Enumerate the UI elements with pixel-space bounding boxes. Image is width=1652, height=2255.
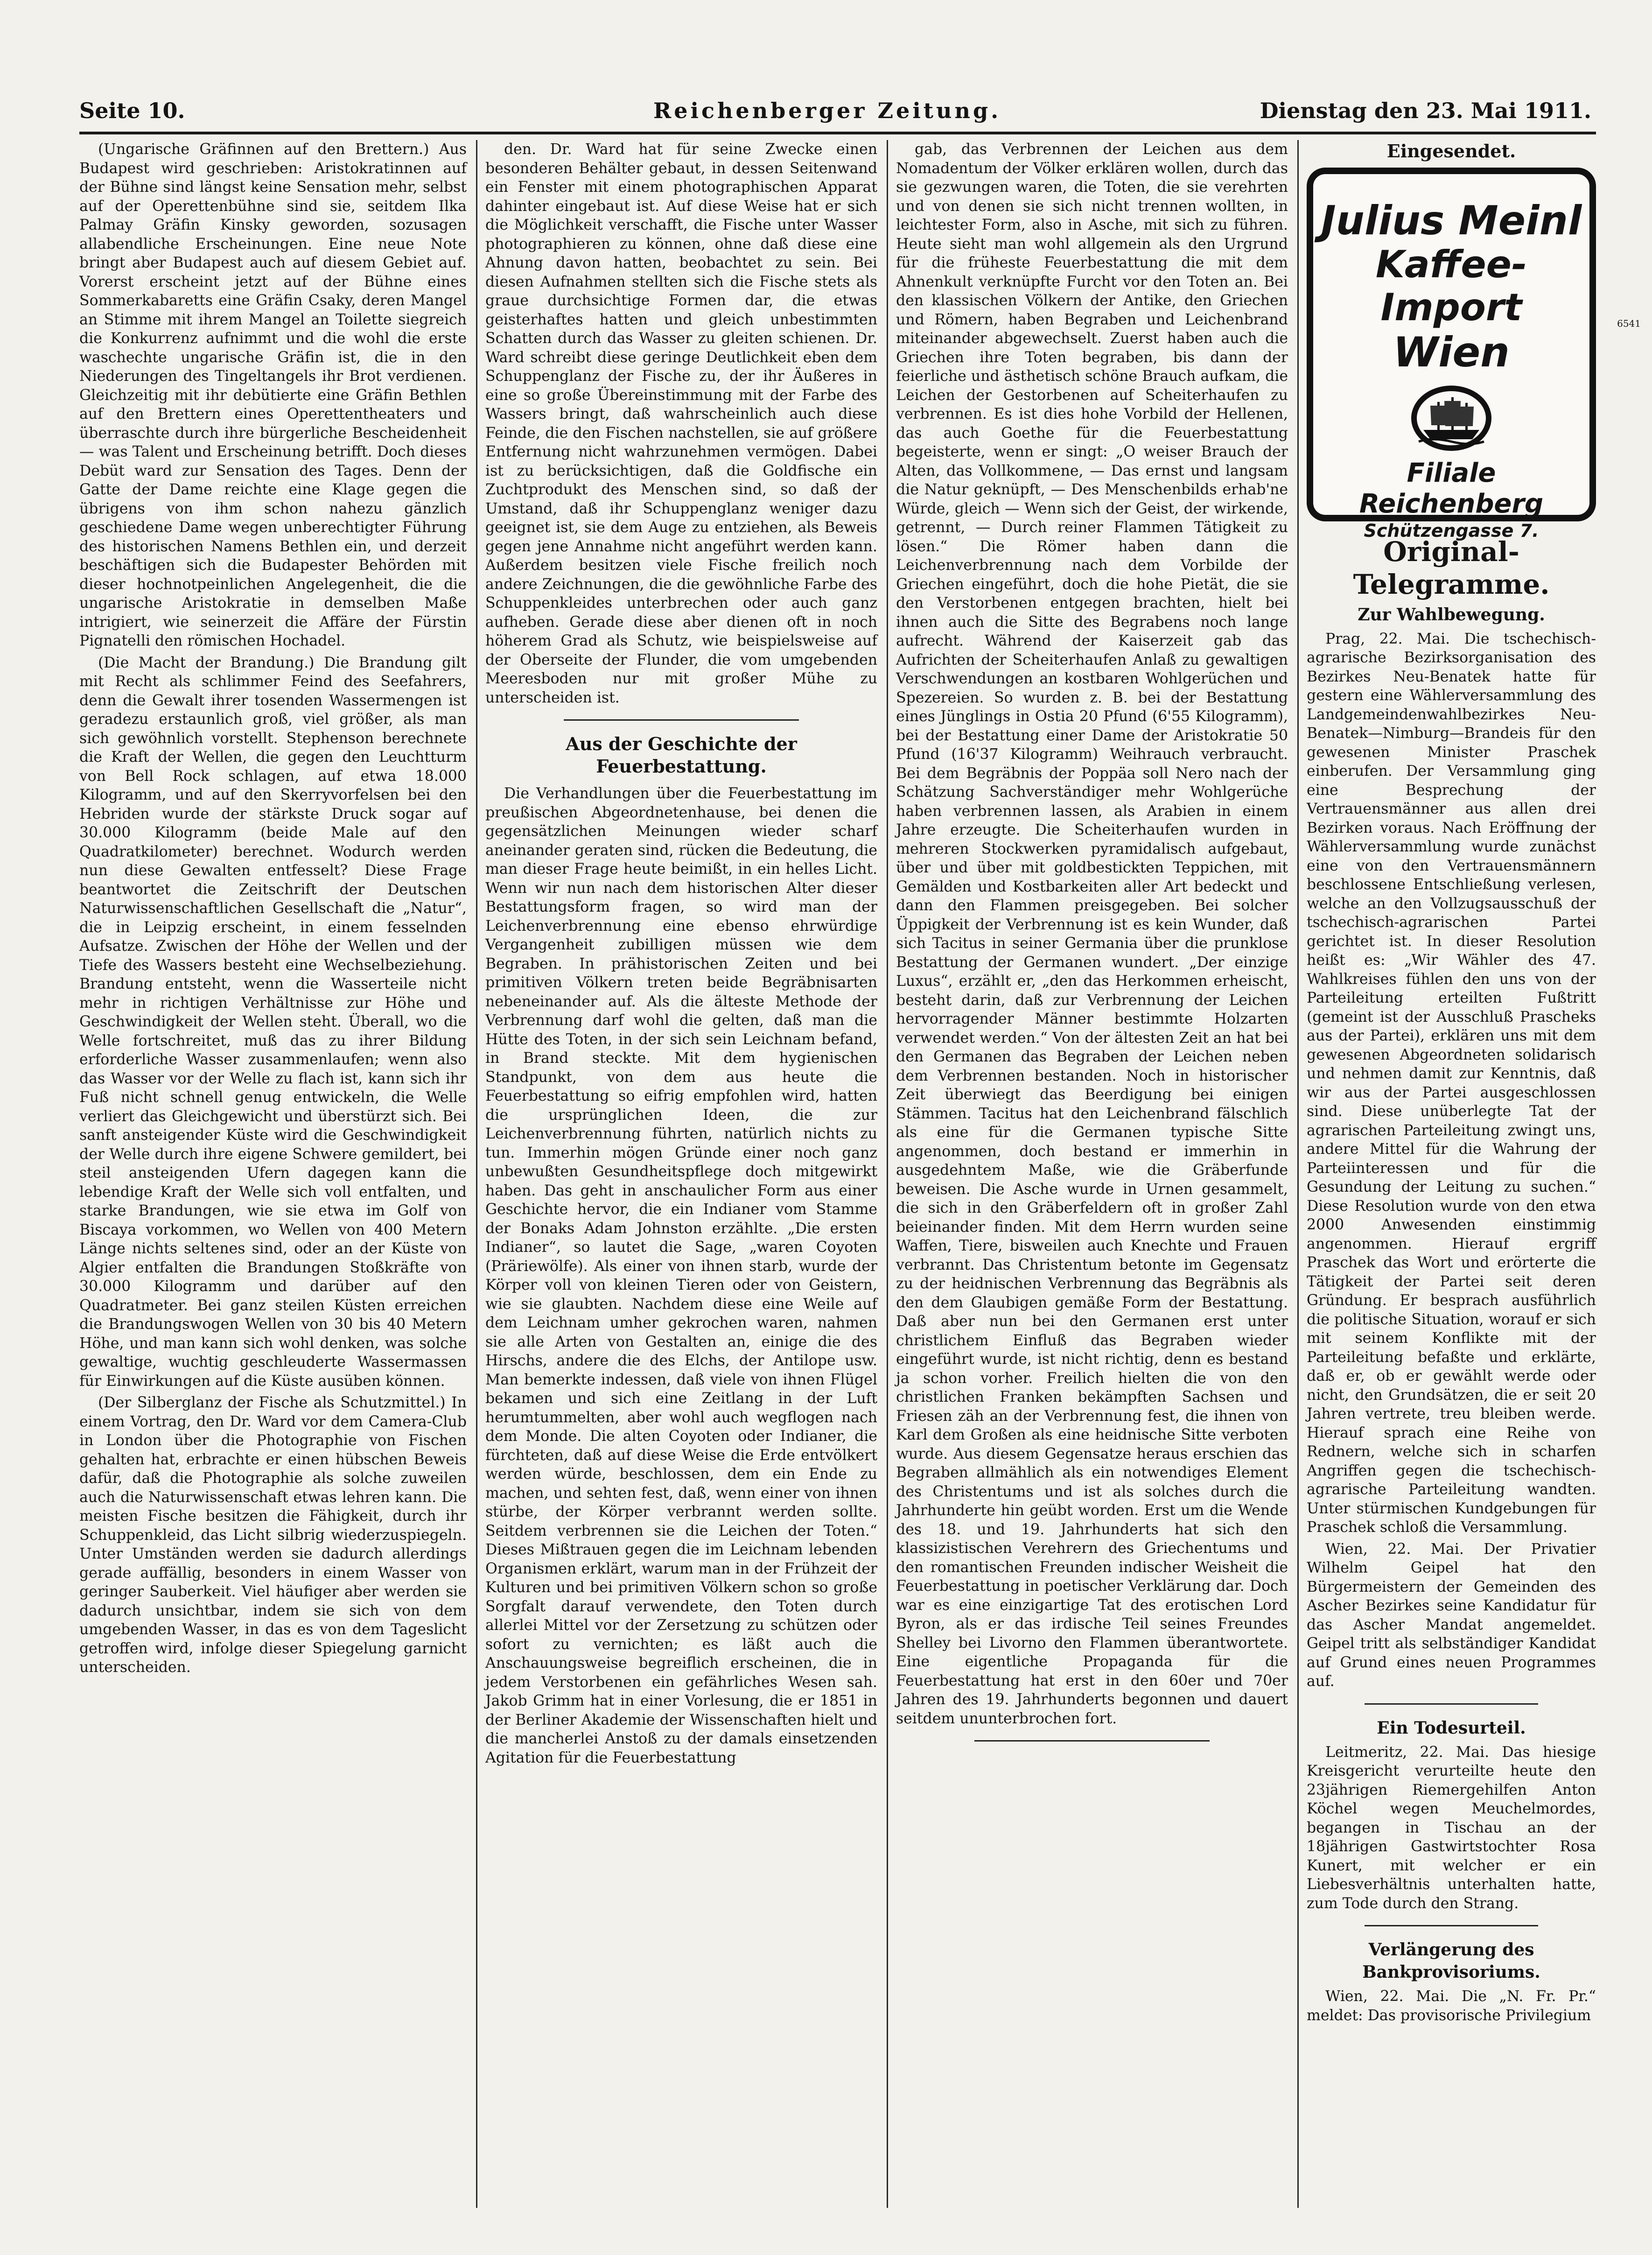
article-macht-der-brandung: (Die Macht der Brandung.) Die Brandung gilt mit Recht als schlimmer Feind des Seefahrers, denn die Gewalt ihrer tosenden Wassermengen ist geradezu erstaunlich groß, viel größer, als man sich gewöhnlich vorstellt. Stephenson berechnete die Kraft der Wellen, die gegen den Leuchtturm von Bell Rock schlagen, auf etwa 18.000 Kilogramm, und auf den Skerryvorfelsen bei den Hebriden wurde der stärkste Druck sogar auf 30.000 Kilogramm (beide Male auf den Quadratkilometer) berechnet. Wodurch werden nun diese Gewalten entfesselt? Diese Frage beantwortet die Zeitschrift der Deutschen Naturwissenschaftlichen Gesellschaft die „Natur“, die in Leipzig erscheint, in einem fesselnden Aufsatze. Zwischen der Höhe der Wellen und der Tiefe des Wassers besteht eine Wechselbeziehung. Brandung entsteht, wenn die Wasserteile nicht mehr in richtigen Verhältnisse zur Höhe und Geschwindigkeit der Wellen steht. Überall, wo die Welle fortschreitet, muß das zu ihrer Bildung erforderliche Wasser zusammenlaufen; wenn also das Wasser vor der Welle zu flach ist, kann sich ihr Fuß nicht schnell genug entwickeln, die Welle verliert das Gleichgewicht und überstürzt sich. Bei sanft ansteigender Küste wird die Geschwindigkeit der Welle durch ihre eigene Schwere gemildert, bei steil ansteigenden Ufern dagegen kann die lebendige Kraft der Welle sich voll entfalten, und starke Brandungen, wie sie etwa im Golf von Biscaya vorkommen, wo Wellen von 400 Metern Länge nichts seltenes sind, oder an der Küste von Algier entfalten die Brandungen Stoßkräfte von 30.000 Kilogramm und darüber auf den Quadratmeter. Bei ganz steilen Küsten erreichen die Brandungswogen Wellen von 30 bis 40 Metern Höhe, und man kann sich wohl denken, was solche gewaltige, wuchtig geschleuderte Wassermassen für Einwirkungen auf die Küste ausüben können. (79, 654, 467, 1390)
ad-tagline: Kaffee-Import (1375, 242, 1527, 329)
page-number: Seite 10. (79, 98, 185, 123)
meinl-advertisement (1307, 168, 1641, 541)
issue-date: Dienstag den 23. Mai 1911. (1260, 98, 1591, 123)
column-divider (476, 140, 477, 2208)
header-rule (79, 132, 1596, 134)
article-silberglanz-continued: den. Dr. Ward hat für seine Zwecke einen besonderen Behälter gebaut, in dessen Seitenwand ein Fenster mit einem photographischen Apparat dahinter eingebaut ist. Auf diese Weise hat er sich die Möglichkeit verschafft, die Fische unter Wasser photographieren zu können, ohne daß diese eine Ahnung davon hatten, beobachtet zu sein. Bei diesen Aufnahmen stellten sich die Fische stets als graue durchsichtige Formen dar, die etwas geisterhaftes hatten und gleich unbestimmten Schatten durch das Wasser zu gleiten schienen. Dr. Ward schreibt diese geringe Deutlichkeit eben dem Schuppenglanz der Fische zu, der ihr Äußeres in eine so große Übereinstimmung mit der Farbe des Wassers bringt, daß wahrscheinlich auch diese Feinde, die den Fischen nachstellen, sie auf größere Entfernung nicht wahrzunehmen vermögen. Dabei ist zu berücksichtigen, daß die Goldfische ein Zuchtprodukt des Menschen sind, so daß der Umstand, daß ihr Schuppenglanz weniger dazu geeignet ist, sie dem Auge zu entziehen, als Beweis gegen jene Annahme nicht angeführt werden kann. Außerdem besitzen viele Fische freilich noch andere Zeichnungen, die die gewöhnliche Farbe des Schuppenkleides unterbrechen oder auch ganz aufheben. Gerade diese aber dienen oft in noch höherem Grad als Schutz, wie beispielsweise auf der Oberseite der Flunder, die vom umgebenden Meeresboden nur mit großer Mühe zu unterscheiden ist. (485, 141, 877, 706)
telegram-prag: Prag, 22. Mai. Die tschechisch-agrarische Bezirksorganisation des Bezirkes Neu-Benatek hatte für gestern eine Wählerversammlung des Landgemeindenwahlbezirkes Neu-Benatek—Nimburg—Brandeis für den gewesenen Minister Praschek einberufen. Der Versammlung ging eine Besprechung der Vertrauensmänner aus allen drei Bezirken voraus. Nach Eröffnung der Wählerversammlung wurde zunächst eine von den Vertrauensmännern beschlossene Entschließung verlesen, welche an den Vollzugsausschuß der tschechisch-agrarischen Partei gerichtet ist. In dieser Resolution heißt es: „Wir Wähler des 47. Wahlkreises fühlen den uns von der Parteileitung erteilten Fußtritt (gemeint ist der Ausschluß Prascheks aus der Partei), erklären uns mit dem gewesenen Abgeordneten solidarisch und nehmen damit zur Kenntnis, daß wir aus der Partei ausgeschlossen sind. Diese unüberlegte Tat der agrarischen Parteileitung zwingt uns, andere Mittel für die Wahrung der Parteiinteressen und für die Gesundung der Leitung zu suchen.“ Diese Resolution wurde von den etwa 2000 Anwesenden einstimmig angenommen. Hierauf ergriff Praschek das Wort und erörterte die Tätigkeit der Partei seit deren Gründung. Er besprach ausführlich die politische Situation, worauf er sich mit seinem Konflikte mit der Parteileitung befaßte und erklärte, daß er, ob er gewählt werde oder nicht, den Grundsätzen, die er seit 20 Jahren vertrete, treu bleiben werde. Hierauf sprach eine Reihe von Rednern, welche sich in scharfen Angriffen gegen die tschechisch-agrarische Parteileitung wandten. Unter stürmischen Kundgebungen für Praschek schloß die Versammlung. (1307, 630, 1596, 1536)
page-header (79, 93, 1596, 131)
article-separator (564, 719, 799, 721)
article-ungarische-graefinnen: (Ungarische Gräfinnen auf den Brettern.) Aus Budapest wird geschrieben: Aristokratinnen auf der Bühne sind längst keine Sensation mehr, selbst auf der Operettenbühne sind sie, seitdem Ilka Palmay Gräfin Kinsky geworden, sozusagen allabendliche Erscheinungen. Eine neue Note bringt aber Budapest auch auf diesem Gebiet auf. Vorerst erscheint jetzt auf der Bühne eines Sommerkabaretts eine Gräfin Csaky, deren Mangel an Stimme mit ihrem Mangel an Toilette siegreich die Konkurrenz aufnimmt und die wohl die erste waschechte ungarische Gräfin ist, die in den Niederungen des Tingeltangels ihr Brot verdienen. Gleichzeitig mit ihr debütierte eine Gräfin Bethlen auf den Brettern eines Operettentheaters und überraschte durch ihre bürgerliche Bescheidenheit — was Talent und Erscheinung betrifft. Doch dieses Debüt ward zur Sensation des Tages. Denn der Gatte der Dame reichte eine Klage gegen die übrigens von ihm schon nahezu gänzlich geschiedene Dame wegen unberechtigter Führung des historischen Namens Bethlen ein, und derzeit beschäftigen sich die Budapester Behörden mit dieser hochnotpeinlichen Angelegenheit, die die ungarische Aristokratie in demselben Maße intrigiert, wie seinerzeit die Affäre der Fürstin Pignatelli den römischen Hochadel. (79, 141, 467, 649)
telegrams-title: Original-Telegramme. (1353, 535, 1550, 600)
column-2 (485, 140, 877, 2208)
newspaper-page (79, 93, 1641, 2222)
newspaper-title: Reichenberger Zeitung. (653, 98, 1001, 123)
column-divider (1297, 140, 1299, 2208)
article-end-rule (974, 1740, 1210, 1742)
column-1 (79, 140, 467, 2208)
article-feuerbestattung-continued: gab, das Verbrennen der Leichen aus dem Nomadentum der Völker erklären wollen, durch das sie gezwungen waren, die Toten, die sie verehrten und von denen sie sich nicht trennen wollten, in leichtester Form, also in Asche, mit sich zu führen. Heute sieht man wohl allgemein als den Urgrund für die früheste Feuerbestattung die mit dem Ahnenkult verknüpfte Furcht vor den Toten an. Bei den klassischen Völkern der Antike, den Griechen und Römern, haben Begraben und Leichenbrand miteinander abgewechselt. Zuerst haben auch die Griechen ihre Toten begraben, bis dann der feierliche und ästhetisch schöne Brauch aufkam, die Leichen der Gestorbenen auf Scheiterhaufen zu verbrennen. Es ist dies hohe Vorbild der Hellenen, das auch Goethe für die Feuerbestattung begeisterte, wenn er singt: „O weiser Brauch der Alten, das Vollkommene, — Das ernst und langsam die Natur geknüpft, — Des Menschenbilds erhab'ne Würde, gleich — Wenn sich der Geist, der wirkende, getrennt, — Durch reiner Flammen Tätigkeit zu lösen.“ Die Römer haben dann die Leichenverbrennung nach dem Vorbilde der Griechen eingeführt, doch die hohe Pietät, die sie den Verstorbenen entgegen brachten, hielt bei ihnen auch die Sitte des Begrabens noch lange aufrecht. Während der Kaiserzeit gab das Aufrichten der Scheiterhaufen Anlaß zu gewaltigen Verschwendungen an kostbaren Wohlgerüchen und Spezereien. So wurden z. B. bei der Bestattung eines Jünglings in Ostia 20 Pfund (6'55 Kilogramm), bei der Bestattung einer Dame der Aristokratie 50 Pfund (16'37 Kilogramm) Weihrauch verbraucht. Bei dem Begräbnis der Poppäa soll Nero nach der Schätzung Sachverständiger mehr Wohlgerüche haben verbrennen lassen, als Arabien in einem Jahre erzeugte. Die Scheiterhaufen wurden in mehreren Stockwerken pyramidalisch aufgebaut, über und über mit goldbestickten Teppichen, mit Gemälden und Kostbarkeiten aller Art bedeckt und dann den Flammen preisgegeben. Bei solcher Üppigkeit der Verbrennung ist es kein Wunder, daß sich Tacitus in seiner Germania über die prunklose Bestattung der Germanen wundert. „Der einzige Luxus“, erzählt er, „den das Herkommen erheischt, besteht darin, daß zur Verbrennung der Leichen hervorragender Männer bestimmte Holzarten verwendet werden.“ Von der ältesten Zeit an hat bei den Germanen das Begraben der Leichen neben dem Verbrennen bestanden. Noch in historischer Zeit überwiegt das Beerdigung bei einigen Stämmen. Tacitus hat den Leichenbrand fälschlich als eine für die Germanen typische Sitte angenommen, doch bestand er immerhin in ausgedehntem Maße, wie die Gräberfunde beweisen. Die Asche wurde in Urnen gesammelt, die sich in den Gräberfeldern oft in großer Zahl beieinander finden. Mit dem Herrn wurden seine Waffen, Tiere, bisweilen auch Knechte und Frauen verbrannt. Das Christentum betonte im Gegensatz zu der heidnischen Verbrennung das Begräbnis als den dem Glaubigen gemäße Form der Bestattung. Daß aber nun bei den Germanen erst unter christlichem Einfluß das Begraben wieder eingeführt wurde, ist nicht richtig, denn es bestand ja schon vorher. Freilich hielten die von den christlichen Franken bekämpften Sachsen und Friesen zäh an der Verbrennung fest, die ihnen von Karl dem Großen als eine heidnische Sitte verboten wurde. Aus diesem Gegensatze heraus erschien das Begraben allmählich als ein notwendiges Element des Christentums und ist als solches durch die Jahrhunderte hin geübt worden. Erst um die Wende des 18. und 19. Jahrhunderts hat sich den klassizistischen Verehrern des Griechentums und den romantischen Freunden indischer Weisheit die Feuerbestattung in poetischer Verklärung dar. Doch war es eine einzigartige Tat des erotischen Lord Byron, als er das irdische Teil seines Freundes Shelley bei Livorno den Flammen überantwortete. Eine eigentliche Propaganda für die Feuerbestattung hat erst in den 60er und 70er Jahren des 19. Jahrhunderts begonnen und dauert seitdem ununterbrochen fort. (896, 141, 1288, 1727)
column-3 (896, 140, 1288, 2208)
advertisement-label: Eingesendet. (1386, 140, 1516, 162)
ship-logo-icon (1409, 383, 1493, 453)
ad-code: 6541 (1617, 317, 1641, 329)
article-silberglanz-der-fische: (Der Silberglanz der Fische als Schutzmittel.) In einem Vortrag, den Dr. Ward vor dem Camera-Club in London über die Photographie von Fischen gehalten hat, erbrachte er einen hübschen Beweis dafür, daß die Photographie als solche zuweilen auch die Naturwissenschaft etwas lehren kann. Die meisten Fische besitzen die Fähigkeit, durch ihr Schuppenkleid, das Licht silbrig wiederzuspiegeln. Unter Umständen werden sie dadurch allerdings gerade auffällig, besonders in einem Wasser von geringer Sauberkeit. Viel häufiger aber werden sie dadurch unsichtbar, indem sie sich von dem umgebenden Wasser, in das es von dem Tageslicht getroffen wird, infolge dieser Spiegelung garnicht unterscheiden. (79, 1394, 467, 1676)
wahlbewegung-subtitle: Zur Wahlbewegung. (1358, 604, 1545, 625)
ad-branch: Filiale Reichenberg (1359, 457, 1544, 519)
article-feuerbestattung: Die Verhandlungen über die Feuerbestattung im preußischen Abgeordnetenhause, bei denen die gegensätzlichen Meinungen wieder scharf aneinander geraten sind, rücken die Bedeutung, die man dieser Frage heute beimißt, in ein helles Licht. Wenn wir nun nach dem historischen Alter dieser Bestattungsform fragen, so wird man der Leichenverbrennung eine ebenso ehrwürdige Vergangenheit zubilligen müssen wie dem Begraben. In prähistorischen Zeiten und bei primitiven Völkern treten beide Begräbnisarten nebeneinander auf. Als die älteste Methode der Verbrennung darf wohl die gelten, daß man die Hütte des Toten, in der sich sein Leichnam befand, in Brand steckte. Mit dem hygienischen Standpunkt, von dem aus heute die Feuerbestattung so eifrig empfohlen wird, hatten die ursprünglichen Ideen, die zur Leichenverbrennung führten, natürlich nichts zu tun. Immerhin mögen Gründe einer noch ganz unbewußten Gesundheitspflege doch mitgewirkt haben. Das geht in anschaulicher Form aus einer Geschichte hervor, die ein Indianer vom Stamme der Bonaks Adam Johnston erzählte. „Die ersten Indianer“, so lautet die Sage, „waren Coyoten (Präriewölfe). Als einer von ihnen starb, wurde der Körper voll von kleinen Tieren oder von Geistern, wie sie glaubten. Nachdem diese eine Weile auf dem Leichnam umher gekrochen waren, nahmen sie alle Arten von Gestalten an, einige die des Hirschs, andere die des Elchs, der Antilope usw. Man bemerkte indessen, daß viele von ihnen Flügel bekamen und sich eine Zeitlang in der Luft herumtummelten, aber wohl auch wegflogen nach dem Monde. Die alten Coyoten oder Indianer, die fürchteten, daß auf diese Weise die Erde entvölkert werden würde, beschlossen, dem ein Ende zu machen, und sehten fest, daß, wenn einer von ihnen stürbe, der Körper verbrannt werden sollte. Seitdem verbrennen sie die Leichen der Toten.“ Dieses Mißtrauen gegen die im Leichnam lebenden Organismen erklärt, warum man in der Frühzeit der Kulturen und bei primitiven Völkern schon so große Sorgfalt darauf verwendete, den Toten durch allerlei Mittel vor der Zersetzung zu schützen oder sofort zu vernichten; es läßt auch die Anschauungsweise begreiflich erscheinen, die in jedem Verstorbenen ein gefährliches Wesen sah. Jakob Grimm hat in einer Vorlesung, die er 1851 in der Berliner Akademie der Wissenschaften hielt und die mancherlei Anstoß zu der damals einsetzenden Agitation für die Feuerbestattung (485, 785, 877, 1766)
ad-address: Schützengasse 7. (1364, 520, 1539, 541)
ad-brand-name: Julius Meinl (1321, 197, 1582, 244)
ad-city: Wien (1393, 328, 1510, 376)
telegram-wien-bank: Wien, 22. Mai. Die „N. Fr. Pr.“ meldet: Das provisorische Privilegium (1307, 1988, 1596, 2024)
telegram-leitmeritz: Leitmeritz, 22. Mai. Das hiesige Kreisgericht verurteilte heute den 23jährigen Riemergehilfen Anton Köchel wegen Meuchelmordes, begangen in Tischau an der 18jährigen Gastwirtstochter Rosa Kunert, mit welcher er ein Liebesverhältnis unterhalten hatte, zum Tode durch den Strang. (1307, 1743, 1596, 1912)
column-4 (1307, 140, 1641, 2208)
bankprovisorium-title: Verlängerung des Bankprovisoriums. (1362, 1940, 1540, 1982)
feuerbestattung-title: Aus der Geschichte der Feuerbestattung. (566, 733, 797, 777)
column-divider (887, 140, 888, 2208)
telegram-wien-geipel: Wien, 22. Mai. Der Privatier Wilhelm Geipel hat den Bürgermeistern der Gemeinden des Ascher Bezirkes seine Kandidatur für das Ascher Mandat angemeldet. Geipel tritt als selbständiger Kandidat auf Grund eines neuen Programmes auf. (1307, 1540, 1596, 1690)
todesurteil-title: Ein Todesurteil. (1377, 1718, 1526, 1738)
telegram-separator (1365, 1703, 1538, 1705)
telegram-separator (1365, 1925, 1538, 1926)
